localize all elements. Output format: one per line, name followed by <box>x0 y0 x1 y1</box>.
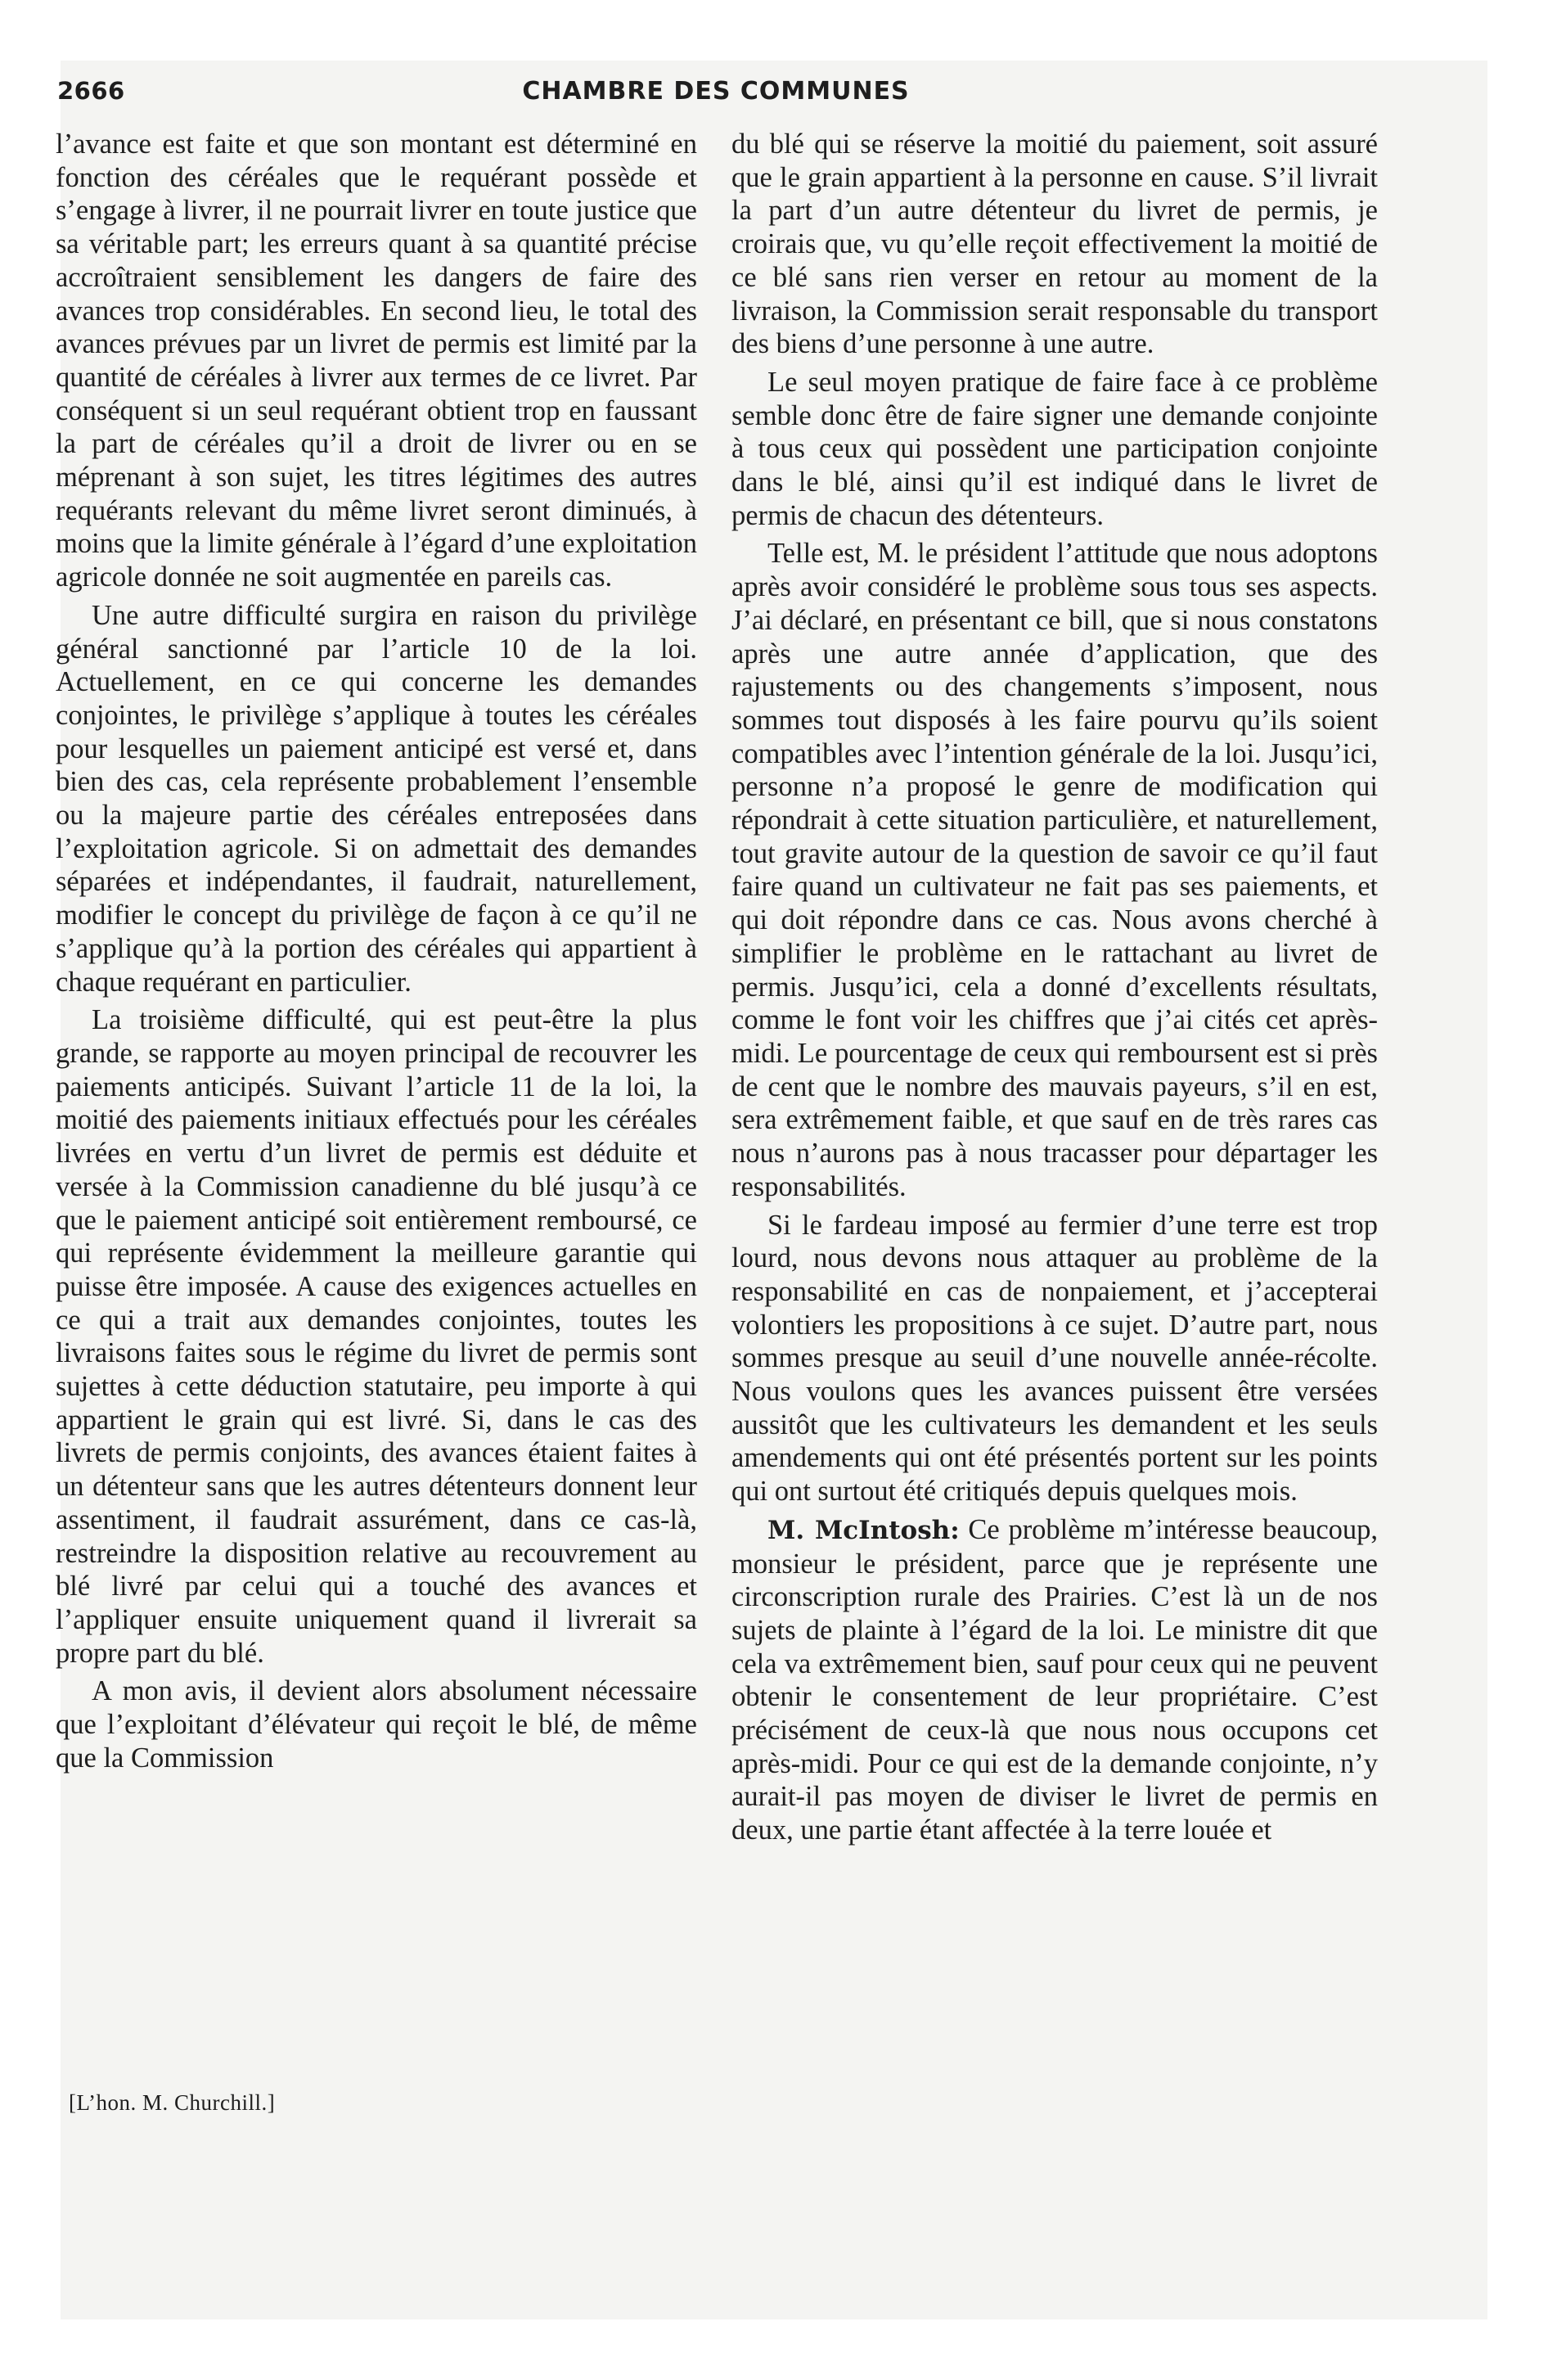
footer-attribution: [L’hon. M. Churchill.] <box>69 2090 276 2115</box>
running-head: CHAMBRE DES COMMUNES <box>522 77 910 106</box>
speech-paragraph <box>731 1513 1378 1847</box>
page-number: 2666 <box>57 77 125 105</box>
paragraph: Une autre difficulté surgira en raison du privilège général sanctionné par l’article 10 de la loi. Actuellement, en ce qui concerne les demandes conjointes, le privilège s’applique à toutes les céréales pour lesquelles un paiement anticipé est versé et, dans bien des cas, cela représente probablement l’ensemble ou la majeure partie des céréales entreposées dans l’exploitation agricole. Si on admettait des demandes séparées et indépendantes, il faudrait, naturellement, modifier le concept du privilège de façon à ce qu’il ne s’applique qu’à la portion des céréales qui appartient à chaque requérant en particulier. <box>56 599 697 998</box>
speech-text: Ce problème m’intéresse beaucoup, monsieur le président, parce que je représente une circonscription rurale des Prairies. C’est là un de nos sujets de plainte à l’égard de la loi. Le ministre dit que cela va extrêmement bien, sauf pour ceux qui ne peuvent obtenir le consentement de leur propriétaire. C’est précisément de ceux-là que nous nous occupons cet après-midi. Pour ce qui est de la demande conjointe, n’y aurait-il pas moyen de diviser le livret de permis en deux, une partie étant affectée à la terre louée et <box>731 1513 1379 1846</box>
speaker-name: M. McIntosh: <box>767 1515 960 1545</box>
paragraph: l’avance est faite et que son montant est déterminé en fonction des céréales que le requérant possède et s’engage à livrer, il ne pourrait livrer en toute justice que sa véritable part; les erreurs quant à sa quantité précise accroîtraient sensiblement les dangers de faire des avances trop considérables. En second lieu, le total des avances prévues par un livret de permis est limité par la quantité de céréales à livrer aux termes de ce livret. Par conséquent si un seul requérant obtient trop en faussant la part de céréales qu’il a droit de livrer ou en se méprenant à son sujet, les titres légitimes des autres requérants relevant du même livret seront diminués, à moins que la limite générale à l’égard d’une exploitation agricole donnée ne soit augmentée en pareils cas. <box>56 128 697 593</box>
paragraph: Si le fardeau imposé au fermier d’une terre est trop lourd, nous devons nous attaquer au problème de la responsabilité en cas de nonpaiement, et j’accepterai volontiers les propositions à ce sujet. D’autre part, nous sommes presque au seuil d’une nouvelle année-récolte. Nous voulons ques les avances puissent être versées aussitôt que les cultivateurs les demandent et les seuls amendements qui ont été présentés portent sur les points qui ont surtout été critiqués depuis quelques mois. <box>731 1209 1378 1508</box>
left-column <box>56 128 697 1774</box>
paragraph: du blé qui se réserve la moitié du paiement, soit assuré que le grain appartient à la personne en cause. S’il livrait la part d’un autre détenteur du livret de permis, je croirais que, vu qu’elle reçoit effectivement la moitié de ce blé sans rien verser en retour au moment de la livraison, la Commission serait responsable du transport des biens d’une personne à une autre. <box>731 128 1378 360</box>
paragraph: Telle est, M. le président l’attitude que nous adoptons après avoir considéré le problème sous tous ses aspects. J’ai déclaré, en présentant ce bill, que si nous constatons après une autre année d’application, que des rajustements ou des changements s’imposent, nous sommes tout disposés à les faire pourvu qu’ils soient compatibles avec l’intention générale de la loi. Jusqu’ici, personne n’a proposé le genre de modification qui répondrait à cette situation particulière, et naturellement, tout gravite autour de la question de savoir ce qu’il faut faire quand un cultivateur ne fait pas ses paiements, et qui doit répondre dans ce cas. Nous avons cherché à simplifier le problème en le rattachant au livret de permis. Jusqu’ici, cela a donné d’excellents résultats, comme le font voir les chiffres que j’ai cités cet après-midi. Le pourcentage de ceux qui remboursent est si près de cent que le nombre des mauvais payeurs, s’il en est, sera extrêmement faible, et que sauf en de très rares cas nous n’aurons pas à nous tracasser pour départager les responsabilités. <box>731 538 1378 1202</box>
paragraph: La troisième difficulté, qui est peut-être la plus grande, se rapporte au moyen principal de recouvrer les paiements anticipés. Suivant l’article 11 de la loi, la moitié des paiements initiaux effectués pour les céréales livrées en vertu d’un livret de permis est déduite et versée à la Commission canadienne du blé jusqu’à ce que le paiement anticipé soit entièrement remboursé, ce qui représente évidemment la meilleure garantie qui puisse être imposée. A cause des exigences actuelles en ce qui a trait aux demandes conjointes, toutes les livraisons faites sous le régime du livret de permis sont sujettes à cette déduction statutaire, peu importe à qui appartient le grain qui est livré. Si, dans le cas des livrets de permis conjoints, des avances étaient faites à un détenteur sans que les autres détenteurs donnent leur assentiment, il faudrait assurément, dans ce cas-là, restreindre la disposition relative au recouvrement au blé livré par celui qui a touché des avances et l’appliquer ensuite uniquement quand il livrerait sa propre part du blé. <box>56 1004 697 1669</box>
right-column <box>731 128 1378 1847</box>
paragraph: Le seul moyen pratique de faire face à ce problème semble donc être de faire signer une demande conjointe à tous ceux qui possèdent une participation conjointe dans le blé, ainsi qu’il est indiqué dans le livret de permis de chacun des détenteurs. <box>731 366 1378 531</box>
paragraph: A mon avis, il devient alors absolument nécessaire que l’exploitant d’élévateur qui reçoit le blé, de même que la Commission <box>56 1675 697 1774</box>
page-header <box>57 77 1375 118</box>
